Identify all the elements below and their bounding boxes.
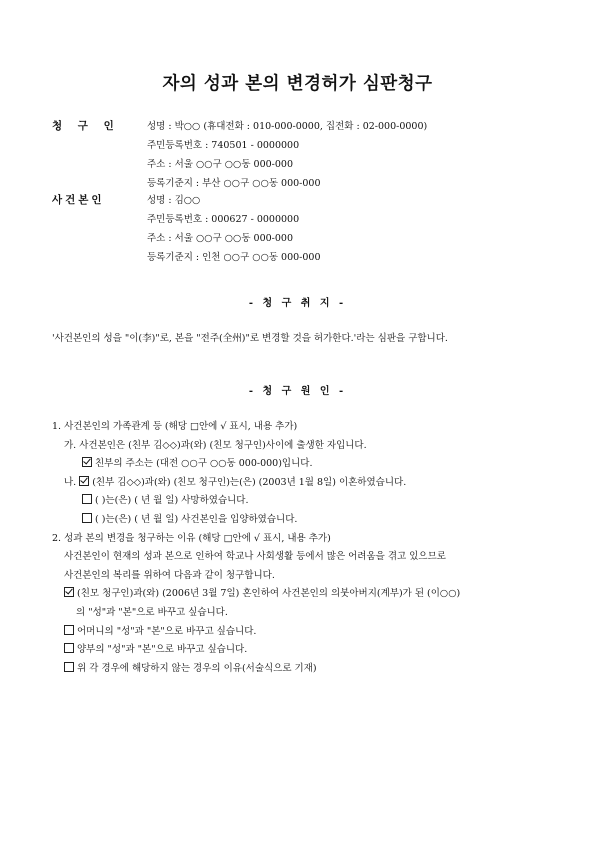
cause-line	[76, 604, 228, 618]
cause-line-text: 양부의 "성"과 "본"으로 바꾸고 싶습니다.	[77, 644, 248, 656]
checked-box-icon[interactable]	[79, 476, 89, 486]
empty-box-icon[interactable]	[82, 494, 92, 504]
cause-line-text: (친부 김◇◇)과(와) (친모 청구인)는(은) (2003년 1월 8일) 이혼하였습니다.	[92, 476, 407, 488]
cause-line	[64, 660, 317, 674]
subject-name: 성명 : 김○○	[147, 195, 201, 206]
cause-line	[64, 437, 367, 451]
empty-box-icon[interactable]	[64, 625, 74, 635]
purpose-heading: - 청 구 취 지 -	[248, 298, 347, 309]
cause-line	[82, 492, 249, 506]
cause-line-text: 2. 성과 본의 변경을 청구하는 이유 (해당 □안에 √ 표시, 내용 추가)	[52, 532, 331, 544]
cause-line	[64, 585, 460, 599]
document-title: 자의 성과 본의 변경허가 심판청구	[162, 74, 433, 94]
cause-line-text: 친부의 주소는 (대전 ○○구 ○○동 000-000)입니다.	[95, 458, 313, 470]
cause-line-text: 사건본인의 복리를 위하여 다음과 같이 청구합니다.	[64, 569, 275, 581]
cause-line	[52, 530, 331, 544]
cause-line-text: 어머니의 "성"과 "본"으로 바꾸고 싶습니다.	[77, 625, 257, 637]
cause-line-text: 가. 사건본인은 (친부 김◇◇)과(와) (친모 청구인)사이에 출생한 자입니다.	[64, 439, 367, 451]
cause-line	[52, 418, 297, 432]
cause-heading: - 청 구 원 인 -	[248, 386, 347, 397]
cause-line-text: ( )는(은) ( 년 월 일) 사망하였습니다.	[95, 495, 249, 507]
purpose-text: '사건본인의 성을 "이(李)"로, 본을 "전주(全州)"로 변경할 것을 허가한다.'라는 심판을 구합니다.	[52, 333, 448, 344]
claimant-name: 성명 : 박○○ (휴대전화 : 010-000-0000, 집전화 : 02-000-0000)	[147, 121, 428, 132]
cause-line	[64, 548, 446, 562]
cause-line	[82, 511, 297, 525]
cause-line	[82, 455, 312, 469]
subject-role-label: 사건본인	[52, 194, 105, 206]
cause-line	[64, 623, 256, 637]
cause-line-text: (친모 청구인)과(와) (2006년 3월 7일) 혼인하여 사건본인의 의붓아버지(계부)가 된 (이○○)	[77, 588, 461, 600]
subject-address: 주소 : 서울 ○○구 ○○동 000-000	[147, 233, 293, 244]
cause-line-text: 사건본인이 현재의 성과 본으로 인하여 학교나 사회생활 등에서 많은 어려움을 겪고 있으므로	[64, 551, 446, 563]
checked-box-icon[interactable]	[82, 457, 92, 467]
subject-id-number: 주민등록번호 : 000627 - 0000000	[147, 214, 300, 225]
claimant-registry: 등록기준지 : 부산 ○○구 ○○동 000-000	[147, 178, 321, 189]
claimant-role-label: 청 구 인	[52, 120, 120, 132]
checked-box-icon[interactable]	[64, 587, 74, 597]
cause-line-text: 1. 사건본인의 가족관계 등 (해당 □안에 √ 표시, 내용 추가)	[52, 421, 298, 432]
cause-line	[64, 474, 406, 488]
claimant-address: 주소 : 서울 ○○구 ○○동 000-000	[147, 159, 293, 170]
cause-line	[64, 567, 275, 581]
subject-registry: 등록기준지 : 인천 ○○구 ○○동 000-000	[147, 252, 321, 263]
cause-line	[64, 641, 247, 655]
empty-box-icon[interactable]	[64, 662, 74, 672]
cause-line-text: 위 각 경우에 해당하지 않는 경우의 이유(서술식으로 기재)	[77, 662, 317, 674]
claimant-id-number: 주민등록번호 : 740501 - 0000000	[147, 140, 300, 151]
empty-box-icon[interactable]	[64, 643, 74, 653]
empty-box-icon[interactable]	[82, 513, 92, 523]
cause-line-text: ( )는(은) ( 년 월 일) 사건본인을 입양하였습니다.	[95, 514, 298, 525]
cause-line-prefix: 나.	[64, 476, 80, 488]
cause-line-text: 의 "성"과 "본"으로 바꾸고 싶습니다.	[76, 607, 228, 618]
